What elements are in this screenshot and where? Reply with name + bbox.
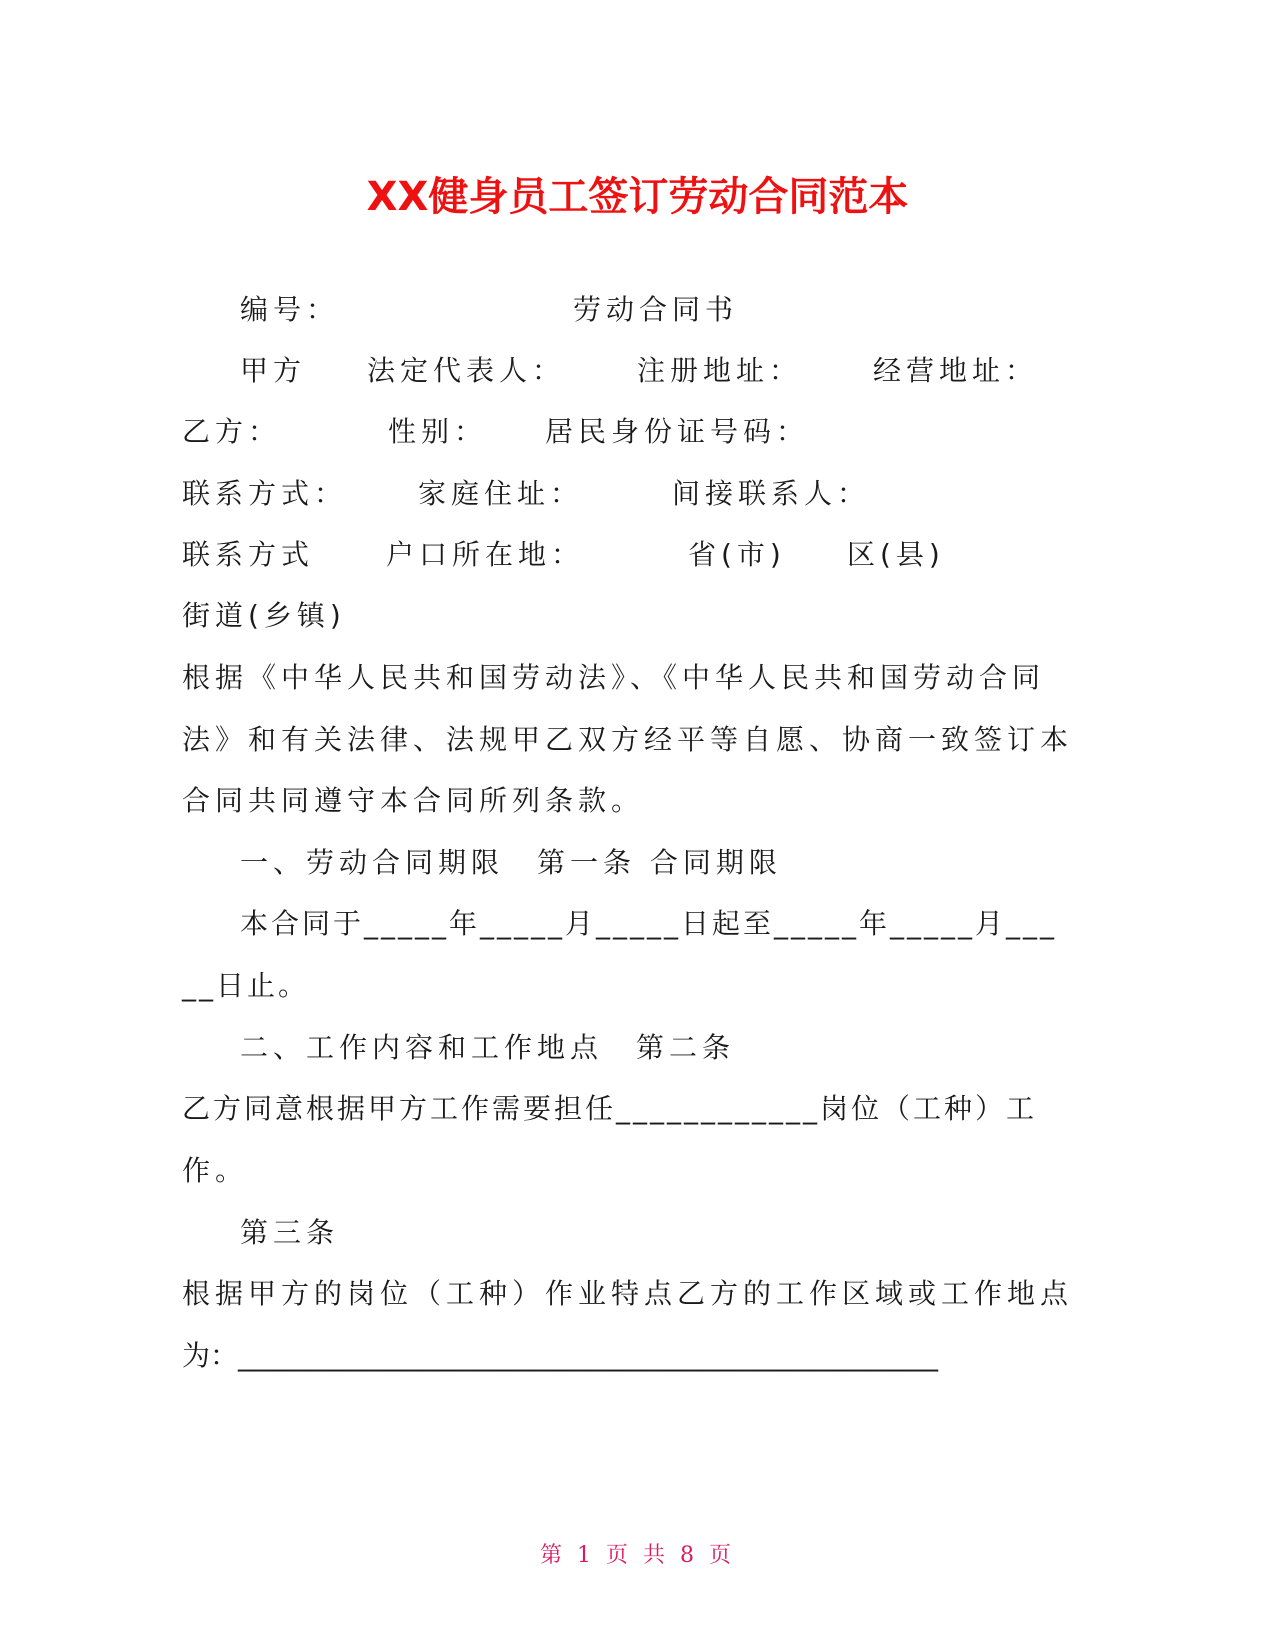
household-registration-label: 户口所在地： xyxy=(386,538,585,571)
contact-label: 联系方式： xyxy=(182,477,348,510)
section-3-location-line-2: 为：__________________________________________________ xyxy=(182,1339,939,1372)
section-3-heading: 第三条 xyxy=(240,1216,340,1249)
indirect-contact-label: 间接联系人： xyxy=(672,477,871,510)
document-title: XX健身员工签订劳动合同范本 xyxy=(366,174,909,220)
section-2-position-line-1: 乙方同意根据甲方工作需要担任____________岗位（工种）工 xyxy=(182,1092,1038,1125)
gender-label: 性别： xyxy=(388,415,488,448)
section-3-location-line-1: 根据甲方的岗位（工种）作业特点乙方的工作区域或工作地点 xyxy=(182,1277,1074,1310)
home-address-label: 家庭住址： xyxy=(418,477,584,510)
registered-address-label: 注册地址： xyxy=(637,354,803,387)
section-2-position-line-2: 作。 xyxy=(182,1154,249,1187)
preamble-line-2: 法》和有关法律、法规甲乙双方经平等自愿、协商一致签订本 xyxy=(182,723,1074,756)
preamble-line-3: 合同共同遵守本合同所列条款。 xyxy=(182,784,645,817)
street-label: 街道(乡镇) xyxy=(182,599,346,632)
section-2-heading: 二、工作内容和工作地点 第二条 xyxy=(240,1031,736,1064)
section-1-term-line-2: __日止。 xyxy=(182,969,310,1002)
legal-representative-label: 法定代表人： xyxy=(367,354,566,387)
id-number-label: 居民身份证号码： xyxy=(545,415,810,448)
district-label: 区(县) xyxy=(847,538,945,571)
page-number-footer: 第 1 页 共 8 页 xyxy=(540,1543,735,1568)
party-b-label: 乙方： xyxy=(182,415,282,448)
contact-method-label: 联系方式 xyxy=(182,538,315,571)
contract-number-label: 编号： xyxy=(240,293,340,326)
section-1-term-line-1: 本合同于_____年_____月_____日起至_____年_____月___ xyxy=(240,907,1058,940)
contract-heading: 劳动合同书 xyxy=(573,293,739,326)
section-1-heading: 一、劳动合同期限 第一条 合同期限 xyxy=(240,846,782,879)
party-a-label: 甲方 xyxy=(240,354,307,387)
province-label: 省(市) xyxy=(688,538,786,571)
business-address-label: 经营地址： xyxy=(873,354,1039,387)
preamble-line-1: 根据《中华人民共和国劳动法》、《中华人民共和国劳动合同 xyxy=(182,661,1046,694)
